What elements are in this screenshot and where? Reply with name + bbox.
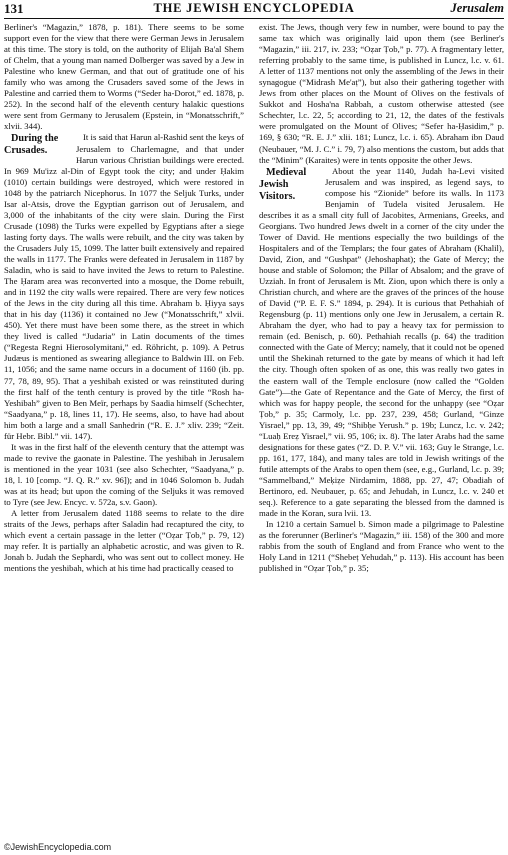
paragraph — [259, 166, 504, 520]
right-column — [259, 22, 504, 840]
paragraph — [4, 132, 244, 441]
paragraph-text: It is said that Harun al-Rashid sent the keys of Jerusalem to Charlemagne, and that under Harun various Christian buildings were erected. In 969 Mu'izz al-Din of Egypt took the city; and under Ḥakim (1010) certain buildings were destroyed, which were restored in 1048 by the patriarch Nicephorus. In 1077 the Seljuk Turks, under Isar al-Atsis, drove the Egyptian garrison out of Jerusalem, and 3,000 of the inhabitants of the city were slain. During the First Crusade (1098) the Turks were expelled by Egyptians after a siege lasting forty days. The walls were rebuilt, and the city was taken by the Crusaders July 15, 1099. The latter built extensively and repaired the walls in 1177. The Franks were defeated in Jerusalem in 1187 by Saladin, who is said to have invited the Jews to return to Palestine. The Ḥaram area was reconverted into a mosque, the Dome rebuilt, and in 1192 the city walls were repaired. There are very few notices of the Jews in the city during all this time. Abraham b. Ḥiyya says that in his day (1136) it contained no Jew (“Monatsschrift,” xlvii. 450). Yet there must have been some there, as the street in which they lived is called “Judaria” in Latin documents of the times (“Regesta Regni Hierosolymitani,” ed. Röhricht, p. 109). A Petrus Judæus is mentioned as swearing allegiance to Baldwin III. on Feb. 11, 1056; and the same name occurs in a document of 1160 (ib. pp. 77, 78, 89, 95). That a yeshibah existed or was reinstituted during the first half of the tenth century is proved by the title “Rosh ha-Yeshibah” given to Ben Meïr, perhaps by Saadia himself (Schechter, “Saadyana,” p. 18, lines 11, 17). He seems, also, to have had about him both a large and a small Sanhedrin (“R. E. J.” xliv. 239; “Zeit. für Hebr. Bibl.” vii. 147). — [4, 132, 244, 441]
copyright-footer: ©JewishEncyclopedia.com — [4, 842, 112, 852]
paragraph: In 1210 a certain Samuel b. Simon made a pilgrimage to Palestine as the forerunner (Berliner's “Magazin,” iii. 158) of the 300 and more rabbis from the south of England and from France who went to the Holy Land in 1211 (“Shebeṭ Yehudah,” p. 113). His account has been published in “Oẓar Ṭob,” p. 35; — [259, 519, 504, 574]
sidehead-medieval-visitors: Medieval Jewish Visitors. — [259, 166, 307, 202]
left-column — [4, 22, 244, 840]
paragraph: A letter from Jerusalem dated 1188 seems to relate to the dire straits of the Jews, perhaps after Saladin had recaptured the city, to which event a certain passage in the letter (“Oẓar Ṭob,” p. 79, 12) may refer. It is partially an alphabetic acrostic, and was given to R. Jonah b. Judah the Sephardi, who was sent out to collect money. He mentions the yeshibah, which at his time had practically ceased to — [4, 508, 244, 574]
publication-title: THE JEWISH ENCYCLOPEDIA — [153, 1, 355, 15]
paragraph: It was in the first half of the eleventh century that the attempt was made to revive the gaonate in Palestine. The yeshibah in Jerusalem is mentioned in the year 1031 (see also Schechter, “Saadyana,” p. 18, l. 10 [comp. “J. Q. R.” xv. 96]); and in 1046 Solomon b. Judah was at its head; but upon the coming of the Seljuks it was removed to Tyre (see Jew. Encyc. v. 572a, s.v. Gaon). — [4, 441, 244, 508]
entry-title: Jerusalem — [450, 1, 504, 15]
page-number: 131 — [4, 1, 24, 16]
paragraph: exist. The Jews, though very few in number, were bound to pay the same tax which was originally laid upon them (see Berliner's “Magazin,” iii. 217, iv. 233; “Oẓar Ṭob,” p. 77). A fragmentary letter, referring probably to the same time, is published in Luncz, l.c. v. 61. A letter of 1137 mentions not only the assembling of the Jews in their synagogue (“Midrash Me'aṭ”), but also their gathering together with Jews from other places on the Mount of Olives on the festivals of Sukkot and Hosha'na Rabbah, a custom otherwise attested (see Schechter, l.c. 22, 5; according to 21, 12, the dates of the festivals were promulgated on the Mount of Olives; “Sefer ha-Ḥasidim,” p. 169, § 630; “R. E. J.” xlii. 181; Luncz, l.c. i. 65). Abraham ibn Daud (Neubauer, “M. J. C.” i. 79, 7) also mentions the custom, but adds that the “Minim” (Karaites) were in tents opposite the other Jews. — [259, 22, 504, 165]
sidehead-crusades: During the Crusades. — [4, 133, 59, 157]
paragraph: Berliner's “Magazin,” 1878, p. 181). There seems to be some support even for the view that there were German Jews in Jerusalem at this time. The story is told, on the authority of Elijah Ba'al Shem of Chelm, that a young man named Dolberger was saved by a Jew in Palestine who knew German, and that out of gratitude one of his family who was among the Crusaders saved some of the Jews in Palestine and carried them to Worms (“Seder ha-Dorot,” ed. 1878, p. 252). In the second half of the eleventh century halakic questions were sent from Germany to Jerusalem (Epstein, in “Monatsschrift,” xlvii. 344). — [4, 22, 244, 132]
running-header — [4, 0, 504, 19]
paragraph-text: About the year 1140, Judah ha-Levi visited Jerusalem and was inspired, as legend says, to compose his “Zionide” before its walls. In 1173 Benjamin of Tudela visited Jerusalem. He describes it as a small city full of Jacobites, Armenians, Greeks, and Georgians. Two hundred Jews dwelt in a corner of the city under the Tower of David. He mentions especially the two buildings of the Hospitalers and of the Templars; the four gates of Abraham (Khalil), David, Zion, and “Gushpat” (Jehoshaphat); the Gate of Mercy; the house and stable of Solomon; the Pillar of Absalom; and the grave of Uzziah. In front of Jerusalem is Mt. Zion, upon which there is only a Christian church, and where are the graves of the princes of the house of David (“P. E. F. S.” 1894, p. 294). It is curious that Pethahiah of Regensburg (p. 11) mentions only one Jew in Jerusalem, a certain R. Abraham the dyer, who had to pay a heavy tax for permission to remain (ed. Benisch, p. 60). Pethahiah recalls (p. 64) the tradition connected with the Gate of Mercy; namely, that it could not be opened until the Shekinah returned to the gate by means of which it had left the city. Though often spoken of as one, this was really two gates in the eastern wall of the Temple enclosure (now called the “Golden Gate”)—the Gate of Repentance and the Gate of Mercy, the first of which was for happy people, the second for the unhappy (see “Oẓar Ṭob,” p. 35; Carmoly, l.c. pp. 237, 239, 458; Gurland, “Ginze Yisrael,” pp. 13, 39, 49; “Shibḥe Yerush.” p. 19b; Luncz, l.c. v. 242; “Luaḥ Ereẓ Yisrael,” vii. 95, 106; ix. 8). The later Arabs had the same designations for these gates (“Z. D. P. V.” vii. 163; Guy le Strange, l.c. pp. 161, 177, 184), and many tales are told in Jewish writings of the futile attempts of the Arabs to open them (see, e.g., Gurland, l.c. p. 39; “Sammelband,” Meḳiẓe Nirdamim, 1888, pp. 27, 47; Obadiah of Bertinoro, ed. Neubauer, p. 65; and Jehudah, in Luncz, l.c. v. 240 et seq.). Reference to a gate separating the blessed from the damned is made in the Koran, sura lvii. 13. — [259, 165, 504, 519]
